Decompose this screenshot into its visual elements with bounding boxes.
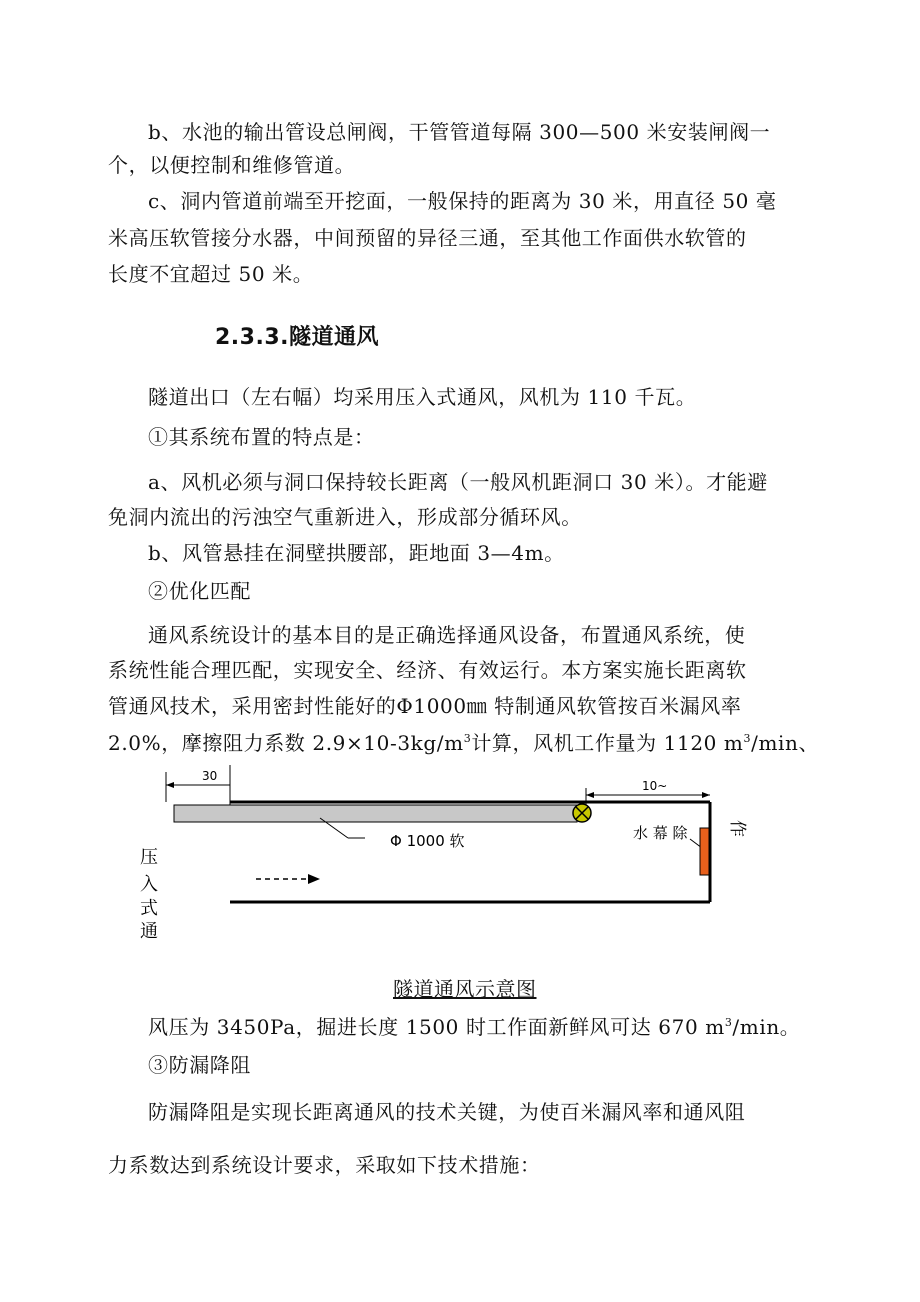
item-3-line-2: 力系数达到系统设计要求，采取如下技术措施： — [108, 1153, 541, 1177]
item-2-title: ②优化匹配 — [148, 579, 251, 603]
dim-right-label: 10~ — [642, 779, 668, 793]
item-1-a-line-1: a、风机必须与洞口保持较长距离（一般风机距洞口 30 米）。才能避 — [148, 470, 768, 494]
airflow-arrow-head — [308, 874, 320, 884]
paragraph-b-line-1: b、水池的输出管设总闸阀，干管管道每隔 300—500 米安装闸阀一 — [148, 120, 771, 144]
pressure-line-post: /min。 — [732, 1015, 801, 1039]
paragraph-c-line-2: 米高压软管接分水器，中间预留的异径三通，至其他工作面供水软管的 — [108, 226, 747, 250]
dim-right-arrow-right — [702, 792, 710, 798]
item-1-title: ①其系统布置的特点是： — [148, 425, 375, 449]
diagram-caption: 隧道通风示意图 — [393, 977, 537, 1001]
side-label-char-2: 入 — [140, 874, 158, 895]
item-2-line-1: 通风系统设计的基本目的是正确选择通风设备，布置通风系统，使 — [148, 623, 746, 647]
superscript-3: 3 — [743, 732, 752, 745]
tunnel-ventilation-diagram — [120, 760, 800, 960]
item-2-line-4-post: /min、 — [751, 731, 820, 755]
side-label-char-1: 压 — [140, 847, 158, 868]
item-2-line-4-mid: 计算，风机工作量为 1120 m — [471, 731, 744, 755]
section-intro: 隧道出口（左右幅）均采用压入式通风，风机为 110 千瓦。 — [148, 385, 697, 409]
item-1-b: b、风管悬挂在洞壁拱腰部，距地面 3—4m。 — [148, 541, 565, 565]
duct-label: Φ 1000 软 — [390, 832, 465, 850]
superscript-3: 3 — [724, 1016, 733, 1029]
ventilation-duct — [174, 805, 577, 822]
item-3-line-1: 防漏降阻是实现长距离通风的技术关键，为使百米漏风率和通风阻 — [148, 1100, 746, 1124]
item-2-line-3: 管通风技术，采用密封性能好的Φ1000㎜ 特制通风软管按百米漏风率 — [108, 694, 742, 718]
water-curtain — [700, 828, 709, 875]
side-label-char-3: 式 — [140, 898, 158, 919]
item-1-a-line-2: 免洞内流出的污浊空气重新进入，形成部分循环风。 — [108, 505, 582, 529]
dim-right-arrow-left — [586, 792, 594, 798]
section-heading: 2.3.3.隧道通风 — [215, 325, 379, 350]
pressure-line — [148, 1017, 848, 1037]
item-2-line-2: 系统性能合理匹配，实现安全、经济、有效运行。本方案实施长距离软 — [108, 658, 747, 682]
dim-left-label: 30 — [202, 769, 218, 783]
side-label-char-4: 通 — [140, 921, 158, 942]
item-2-line-4-pre: 2.0%，摩擦阻力系数 2.9×10-3kg/m — [108, 731, 464, 755]
paragraph-b-line-2: 个，以便控制和维修管道。 — [108, 153, 356, 177]
item-3-title: ③防漏降阻 — [148, 1053, 251, 1077]
pressure-line-pre: 风压为 3450Pa，掘进长度 1500 时工作面新鲜风可达 670 m — [148, 1015, 725, 1039]
paragraph-c-line-1: c、洞内管道前端至开挖面，一般保持的距离为 30 米，用直径 50 毫 — [148, 189, 777, 213]
item-2-line-4 — [108, 731, 820, 755]
paragraph-c-line-3: 长度不宜超过 50 米。 — [108, 262, 314, 286]
face-label: 作 — [727, 820, 747, 837]
curtain-label: 水 幕 除 — [633, 824, 688, 842]
dim-left-arrow — [166, 782, 174, 788]
superscript-3: 3 — [463, 732, 472, 745]
